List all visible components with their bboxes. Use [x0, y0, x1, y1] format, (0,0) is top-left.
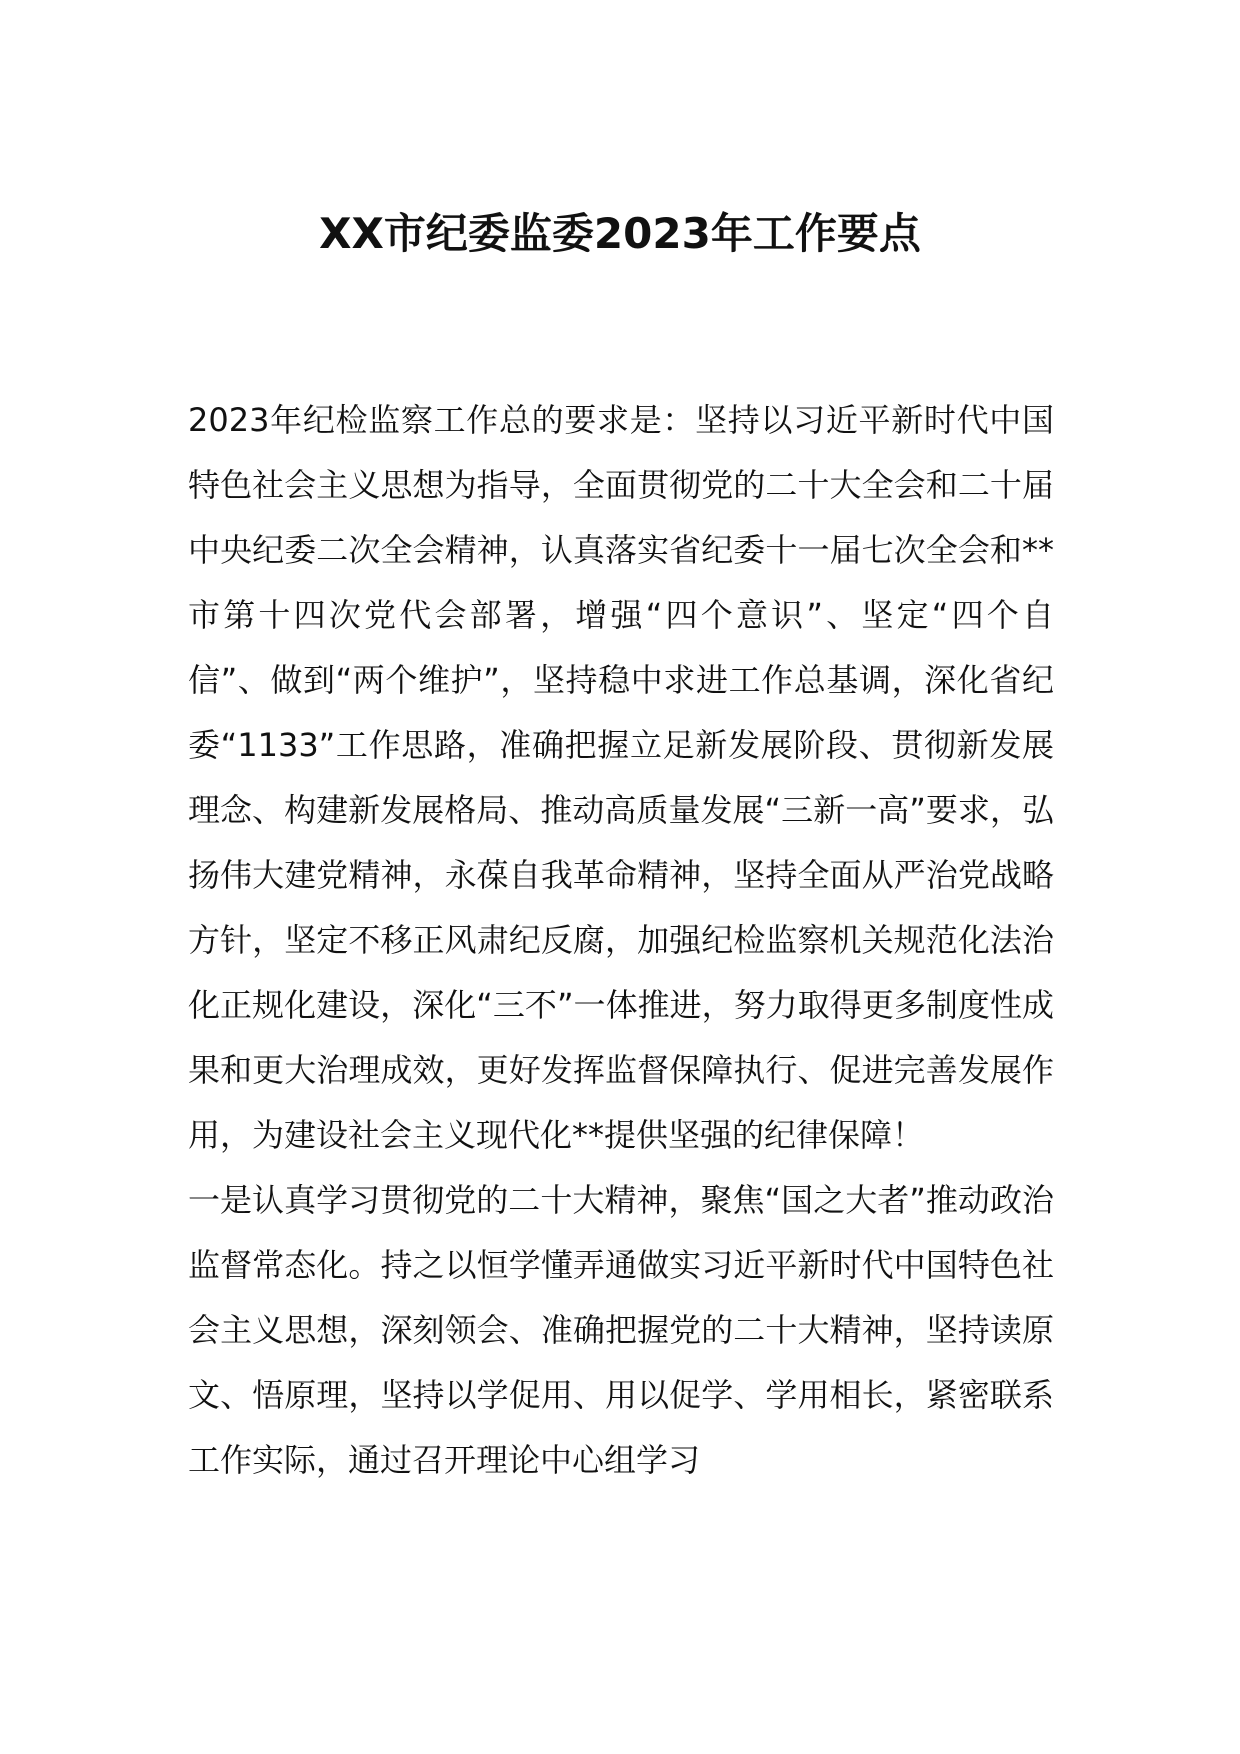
document-body — [188, 388, 1054, 1493]
document-title: XX市纪委监委2023年工作要点 — [319, 209, 921, 258]
paragraph-general-requirements: 2023年纪检监察工作总的要求是：坚持以习近平新时代中国特色社会主义思想为指导，全面贯彻党的二十大全会和二十届中央纪委二次全会精神，认真落实省纪委十一届七次全会和**市第十四次党代会部署，增强“四个意识”、坚定“四个自信”、做到“两个维护”，坚持稳中求进工作总基调，深化省纪委“1133”工作思路，准确把握立足新发展阶段、贯彻新发展理念、构建新发展格局、推动高质量发展“三新一高”要求，弘扬伟大建党精神，永葆自我革命精神，坚持全面从严治党战略方针，坚定不移正风肃纪反腐，加强纪检监察机关规范化法治化正规化建设，深化“三不”一体推进，努力取得更多制度性成果和更大治理成效，更好发挥监督保障执行、促进完善发展作用，为建设社会主义现代化**提供坚强的纪律保障！ — [188, 401, 1054, 1154]
paragraph-point-one: 一是认真学习贯彻党的二十大精神，聚焦“国之大者”推动政治监督常态化。持之以恒学懂弄通做实习近平新时代中国特色社会主义思想，深刻领会、准确把握党的二十大精神，坚持读原文、悟原理，坚持以学促用、用以促学、学用相长，紧密联系工作实际，通过召开理论中心组学习 — [188, 1181, 1054, 1479]
